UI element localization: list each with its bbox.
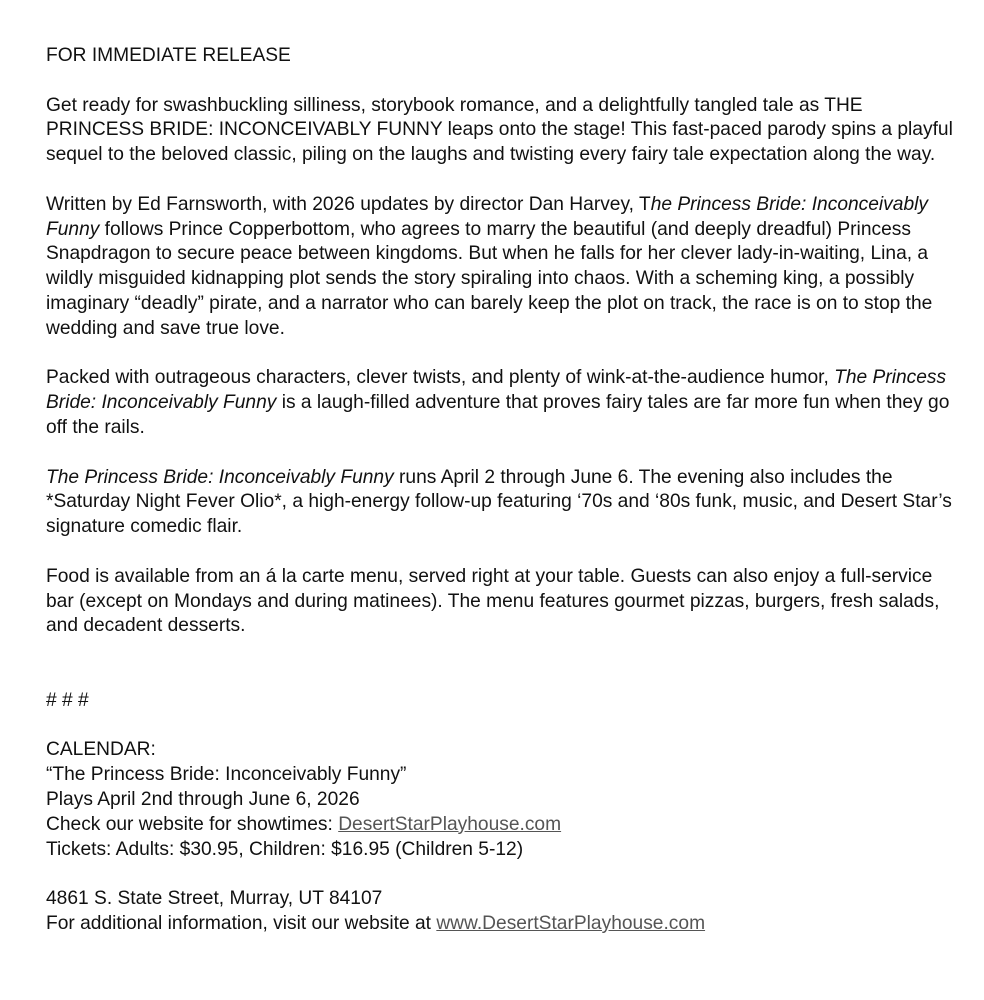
humor-text-end: is a laugh-filled adventure that proves fairy tales are far more fun when they go off the rails. (46, 392, 950, 438)
run-dates-title-italic: The Princess Bride: Inconceivably Funny (46, 466, 394, 488)
website-link[interactable]: www.DesertStarPlayhouse.com (436, 912, 706, 934)
calendar-dates: Plays April 2nd through June 6, 2026 (46, 788, 360, 810)
calendar-showtimes (46, 813, 956, 838)
humor-text-start: Packed with outrageous characters, clever twists, and plenty of wink-at-the-audience humor, (46, 367, 835, 389)
synopsis-paragraph (46, 193, 956, 342)
showtimes-link[interactable]: DesertStarPlayhouse.com (338, 813, 562, 835)
showtimes-prefix: Check our website for showtimes: (46, 813, 339, 835)
humor-paragraph (46, 366, 956, 440)
run-dates-text: runs April 2 through June 6. The evening also includes the *Saturday Night Fever Olio*, a high-energy follow-up featuring ‘70s and ‘80s funk, music, and Desert Star’s signature comedic flair. (46, 466, 952, 538)
calendar-tickets: Tickets: Adults: $30.95, Children: $16.95 (Children 5-12) (46, 838, 524, 860)
run-dates-paragraph (46, 466, 956, 540)
calendar-heading: CALENDAR: (46, 739, 156, 761)
release-heading: FOR IMMEDIATE RELEASE (46, 45, 291, 66)
synopsis-text-end: follows Prince Copperbottom, who agrees to marry the beautiful (and deeply dreadful) Princess Snapdragon to secure peace between kingdoms. But when he falls for her clever lady-in-waiting, Lina, a wildly misguided kidnapping plot sends the story spiraling into chaos. With a scheming king, a possibly imaginary “deadly” pirate, and a narrator who can barely keep the plot on track, the race is on to stop the wedding and save true love. (46, 218, 933, 339)
contact-address: 4861 S. State Street, Murray, UT 84107 (46, 888, 383, 910)
humor-title-italic: The Princess Bride: Inconceivably Funny (46, 367, 947, 414)
calendar-section (46, 738, 956, 862)
food-paragraph: Food is available from an á la carte menu, served right at your table. Guests can also enjoy a full-service bar (except on Mondays and during matinees). The menu features gourmet pizzas, burgers, fresh salads, and decadent desserts. (46, 565, 940, 637)
info-prefix: For additional information, visit our website at (46, 912, 437, 934)
calendar-show-title: “The Princess Bride: Inconceivably Funny” (46, 764, 407, 786)
intro-paragraph: Get ready for swashbuckling silliness, storybook romance, and a delightfully tangled tale as THE PRINCESS BRIDE: INCONCEIVABLY FUNNY leaps onto the stage! This fast-paced parody spins a playful sequel to the beloved classic, piling on the laughs and twisting every fairy tale expectation along the way. (46, 94, 953, 166)
synopsis-title-italic: he Princess Bride: Inconceivably Funny (46, 193, 928, 240)
contact-info (46, 912, 956, 937)
synopsis-text-start: Written by Ed Farnsworth, with 2026 updates by director Dan Harvey, T (46, 193, 651, 215)
contact-section (46, 887, 956, 937)
press-release (46, 44, 956, 937)
end-marks: # # # (46, 689, 89, 711)
